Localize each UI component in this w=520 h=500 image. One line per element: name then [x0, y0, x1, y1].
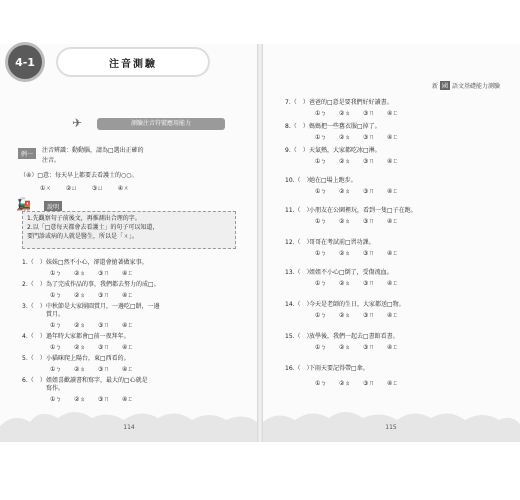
option: ①ㄨ — [40, 185, 52, 192]
option: ④ㄨ — [117, 185, 130, 192]
question: 1.（ ）妹妹□然不小心，卻還會搶著做家事。 — [22, 259, 148, 266]
question: 5.（ ）小貓咪爬上陽台，東□西看的。 — [22, 355, 130, 362]
lesson-badge: 4-1 — [8, 45, 42, 79]
question-options: ①ㄅ ②ㄆ ③ㄇ ④ㄈ — [50, 292, 134, 299]
question: 16.（ ）下雨天要記得帶□傘。 — [285, 365, 369, 372]
explain-tag: 說明 — [44, 201, 62, 212]
question: 12.（ ）哥哥在考試前□習功課。 — [285, 239, 375, 246]
page-subtitle: 測驗注音符號應用能力 — [97, 118, 225, 130]
sample-question: （④）□意：每天早上都要去看護士的○○。 — [20, 172, 138, 179]
question: 11.（ ）小朋友在公園裡玩，看到一隻□子在跑。 — [285, 207, 417, 214]
question-options: ①ㄅ ②ㄆ ③ㄇ ④ㄈ — [315, 312, 399, 319]
question-options: ①ㄅ ②ㄆ ③ㄇ ④ㄈ — [315, 380, 399, 387]
question-options: ①ㄅ ②ㄆ ③ㄇ ④ㄈ — [50, 270, 134, 277]
instruction — [42, 146, 242, 166]
question-options: ①ㄅ ②ㄆ ③ㄇ ④ㄈ — [315, 188, 399, 195]
header-badge: 國 — [441, 83, 448, 90]
question: 10.（ ）她在□場上跑步。 — [285, 177, 357, 184]
instruction-line: 注音。 — [42, 157, 61, 164]
question-options: ①ㄅ ②ㄆ ③ㄇ ④ㄈ — [50, 344, 134, 351]
question-options: ①ㄅ ②ㄆ ③ㄇ ④ㄈ — [315, 218, 399, 225]
question: 15.（ ）放學後，我們一起去□書館看書。 — [285, 333, 399, 340]
question: 2.（ ）為了完成作品的事，我們都去努力的成□。 — [22, 281, 160, 288]
question: 6.（ ）姐姐喜歡讀書和寫字，最大的□心就是 — [22, 377, 148, 384]
question-continued: 賞月。 — [46, 311, 65, 318]
question-options: ①ㄅ ②ㄆ ③ㄇ ④ㄈ — [315, 250, 399, 257]
question: 8.（ ）媽媽把一些舊衣服□掉了。 — [285, 123, 381, 130]
example-tag: 例一 — [18, 148, 36, 159]
explain-line: 要門診或病的人就是醫生，所以是「ㄨ」。 — [27, 233, 139, 240]
explain-line: 2.以「□意每天都會去看護士」的句子可以知道， — [27, 224, 159, 231]
question: 7.（ ）爸爸的□意是要我們好好讀書。 — [285, 99, 393, 106]
explain-line: 1.先觀察句子前後文，再推測出合理的字。 — [27, 215, 141, 222]
question-options: ①ㄅ ②ㄆ ③ㄇ ④ㄈ — [315, 280, 399, 287]
question-options: ①ㄅ ②ㄆ ③ㄇ ④ㄈ — [315, 134, 399, 141]
question: 4.（ ）過年時大家都會□前一夜拜年。 — [22, 333, 130, 340]
question: 9.（ ）天氣熱，大家都吃冰□淋。 — [285, 147, 381, 154]
title-cloud — [58, 49, 208, 75]
sample-options — [40, 183, 142, 192]
airplane-icon: ✈ — [72, 116, 83, 130]
question-continued: 寫作。 — [46, 385, 65, 392]
instruction-line: 注音辨識：動動腦，請為□選出正確的 — [42, 147, 144, 154]
question: 3.（ ）中秋節是大家團圓賞月，一邊吃□餅，一邊 — [22, 303, 160, 310]
question-options: ①ㄅ ②ㄆ ③ㄇ ④ㄈ — [315, 344, 399, 351]
explain-box — [22, 211, 236, 249]
question: 14.（ ）今天是老師的生日，大家都送□物。 — [285, 301, 405, 308]
question-options: ①ㄅ ②ㄆ ③ㄇ ④ㄈ — [315, 158, 399, 165]
option: ③ㄩ — [91, 185, 104, 192]
question-options: ①ㄅ ②ㄆ ③ㄇ ④ㄈ — [50, 322, 134, 329]
question-options: ①ㄅ ②ㄆ ③ㄇ ④ㄈ — [315, 110, 399, 117]
option: ②ㄩ — [65, 185, 78, 192]
train-icon: 🚂 — [16, 197, 31, 211]
page-number: 115 — [385, 424, 397, 431]
page-number: 114 — [123, 424, 135, 431]
page-title: 注音測驗 — [109, 59, 157, 70]
question: 13.（ ）姐姐不小心□倒了，受傷流血。 — [285, 269, 393, 276]
question-options: ①ㄅ ②ㄆ ③ㄇ ④ㄈ — [50, 396, 134, 403]
right-header: 新 國 語文基礎能力測驗 — [431, 83, 500, 90]
question-options: ①ㄅ ②ㄆ ③ㄇ ④ㄈ — [50, 366, 134, 373]
